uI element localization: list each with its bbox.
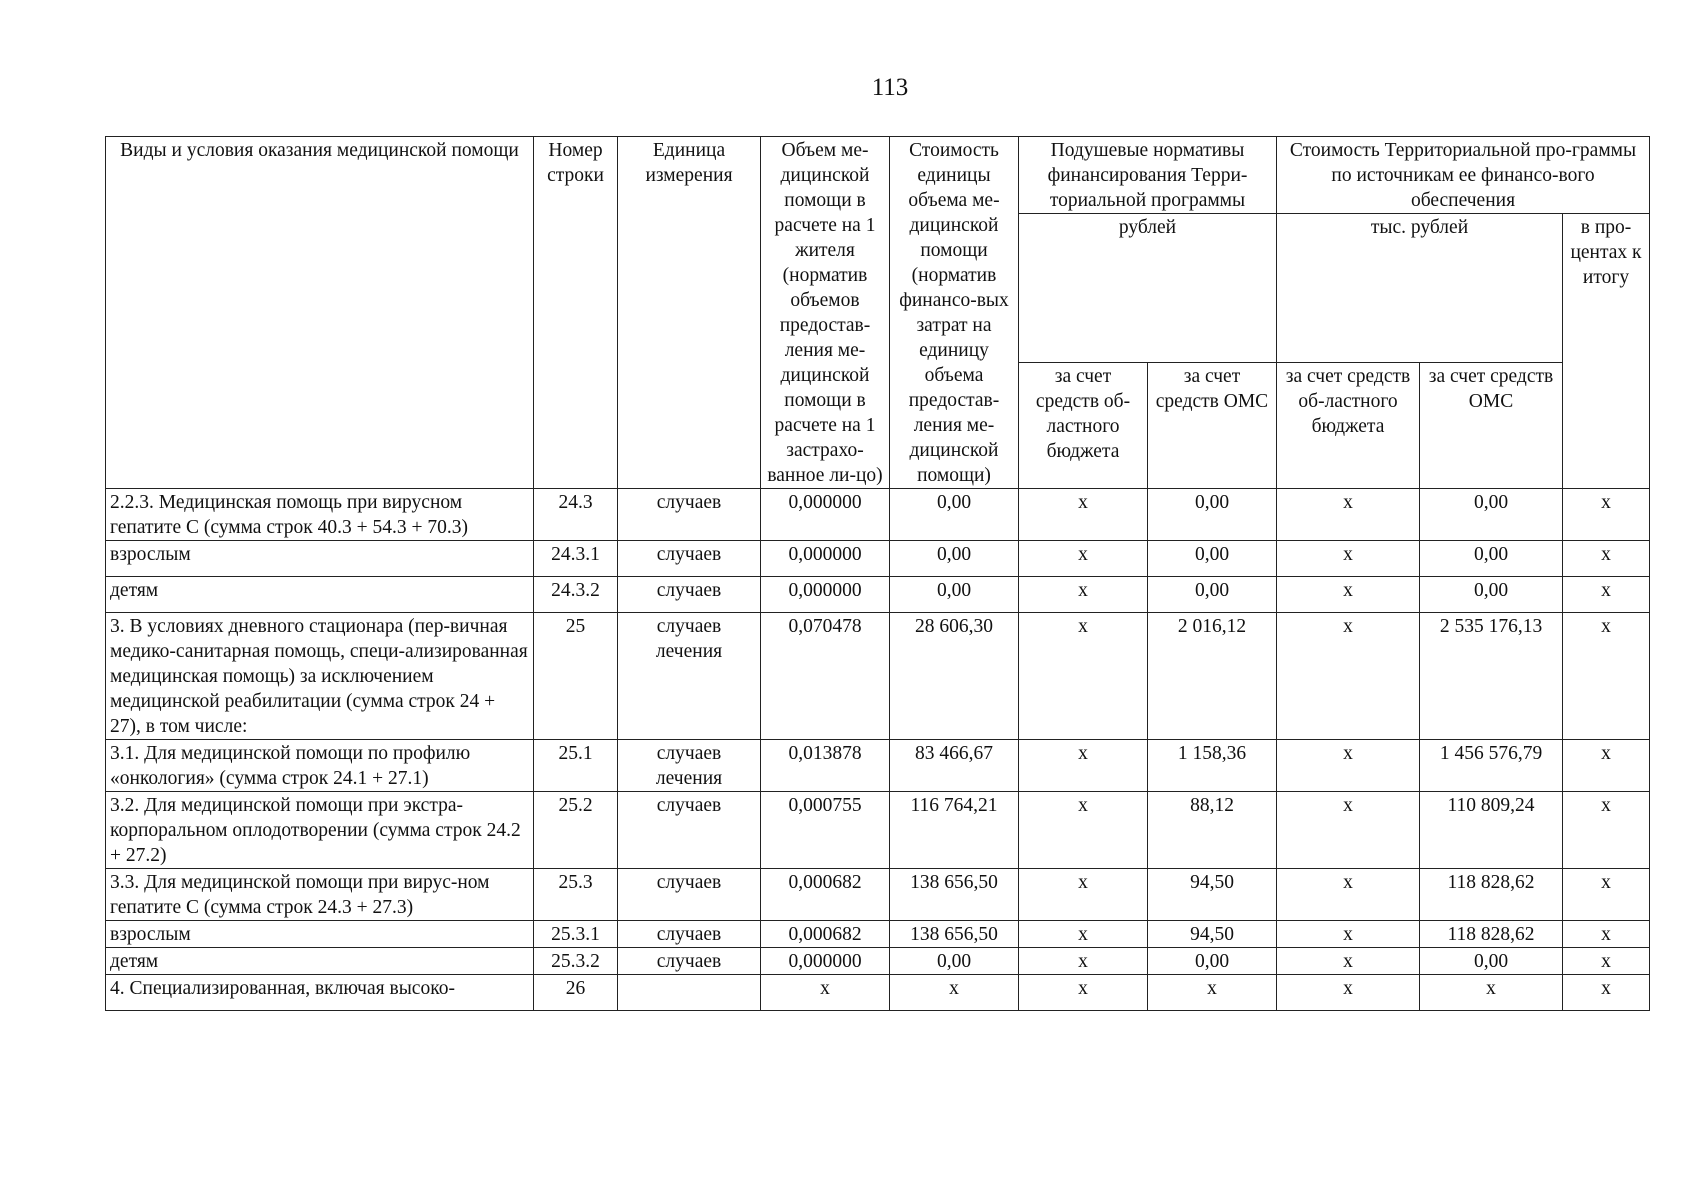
cell-cost: 0,00 [890,577,1019,613]
cell-volume: 0,000755 [761,792,890,869]
cell-total-regional: х [1277,740,1420,792]
table-row [106,489,1650,541]
cell-percapita-regional: х [1019,541,1148,577]
cell-percapita-regional: х [1019,792,1148,869]
header-unit: Единица измерения [618,137,761,489]
header-total-group: Стоимость Территориальной про-граммы по источникам ее финансо-вого обеспечения [1277,137,1650,214]
cell-row-number: 25.1 [534,740,618,792]
cell-percapita-oms: 0,00 [1148,541,1277,577]
cell-total-regional: х [1277,948,1420,975]
cell-total-regional: х [1277,921,1420,948]
cell-percapita-regional: х [1019,489,1148,541]
cell-total-oms: 0,00 [1420,541,1563,577]
cell-row-number: 25.3.2 [534,948,618,975]
cell-percent: х [1563,489,1650,541]
cell-unit: случаев [618,489,761,541]
table-row [106,613,1650,740]
cell-percent: х [1563,541,1650,577]
cell-name: детям [106,948,534,975]
cell-total-regional: х [1277,792,1420,869]
header-cost: Стоимость единицы объема ме-дицинской помощи (норматив финансо-вых затрат на единицу объема предостав-ления ме-дицинской помощи) [890,137,1019,489]
cell-percapita-regional: х [1019,948,1148,975]
cell-total-oms: 1 456 576,79 [1420,740,1563,792]
table-row [106,541,1650,577]
cell-unit: случаев [618,541,761,577]
cell-percent: х [1563,613,1650,740]
cell-unit [618,975,761,1011]
cell-percent: х [1563,975,1650,1011]
cell-cost: 116 764,21 [890,792,1019,869]
cell-row-number: 25.2 [534,792,618,869]
cell-name: 2.2.3. Медицинская помощь при вирусном гепатите С (сумма строк 40.3 + 54.3 + 70.3) [106,489,534,541]
header-percapita-group: Подушевые нормативы финансирования Терри-ториальной программы [1019,137,1277,214]
cell-percapita-regional: х [1019,921,1148,948]
cell-percapita-regional: х [1019,577,1148,613]
cell-unit: случаев [618,577,761,613]
cell-volume: х [761,975,890,1011]
cell-cost: 83 466,67 [890,740,1019,792]
header-sub-oms-rub: за счет средств ОМС [1148,363,1277,489]
cell-percapita-regional: х [1019,613,1148,740]
cell-volume: 0,070478 [761,613,890,740]
cell-row-number: 25.3.1 [534,921,618,948]
cell-percapita-oms: 0,00 [1148,489,1277,541]
header-sub-regional-rub: за счет средств об-ластного бюджета [1019,363,1148,489]
header-row-number: Номер строки [534,137,618,489]
table-row [106,975,1650,1011]
cell-total-oms: х [1420,975,1563,1011]
table-row [106,740,1650,792]
cell-row-number: 24.3 [534,489,618,541]
table-row [106,577,1650,613]
cell-row-number: 24.3.2 [534,577,618,613]
cell-percent: х [1563,740,1650,792]
cell-unit: случаев лечения [618,740,761,792]
cell-volume: 0,000682 [761,921,890,948]
header-row-1 [106,137,1650,214]
cell-volume: 0,000682 [761,869,890,921]
cell-percent: х [1563,921,1650,948]
cell-total-oms: 0,00 [1420,948,1563,975]
cell-unit: случаев [618,869,761,921]
table-row [106,869,1650,921]
cell-total-oms: 118 828,62 [1420,921,1563,948]
cell-unit: случаев [618,948,761,975]
cell-row-number: 25.3 [534,869,618,921]
cell-percapita-oms: 0,00 [1148,577,1277,613]
cell-total-regional: х [1277,975,1420,1011]
header-type: Виды и условия оказания медицинской помощи [106,137,534,489]
header-unit-thousand-rub: тыс. рублей [1277,214,1563,363]
cell-total-oms: 0,00 [1420,489,1563,541]
cell-percent: х [1563,577,1650,613]
data-table [105,136,1650,1011]
cell-unit: случаев лечения [618,613,761,740]
cell-name: 3.1. Для медицинской помощи по профилю «онкология» (сумма строк 24.1 + 27.1) [106,740,534,792]
cell-percapita-oms: 94,50 [1148,869,1277,921]
cell-name: взрослым [106,921,534,948]
cell-percapita-regional: х [1019,975,1148,1011]
cell-percent: х [1563,792,1650,869]
cell-unit: случаев [618,921,761,948]
table-row [106,921,1650,948]
cell-total-regional: х [1277,541,1420,577]
header-unit-rub: рублей [1019,214,1277,363]
cell-cost: 138 656,50 [890,921,1019,948]
cell-row-number: 24.3.1 [534,541,618,577]
cell-volume: 0,000000 [761,541,890,577]
cell-total-oms: 110 809,24 [1420,792,1563,869]
cell-total-oms: 0,00 [1420,577,1563,613]
cell-name: 4. Специализированная, включая высоко- [106,975,534,1011]
cell-percapita-oms: 1 158,36 [1148,740,1277,792]
cell-cost: 138 656,50 [890,869,1019,921]
header-sub-oms-thousand: за счет средств ОМС [1420,363,1563,489]
cell-cost: 28 606,30 [890,613,1019,740]
cell-name: детям [106,577,534,613]
cell-total-regional: х [1277,869,1420,921]
header-volume: Объем ме-дицинской помощи в расчете на 1 жителя (норматив объемов предостав-ления ме-дицинской помощи в расчете на 1 застрахо-ванное ли-цо) [761,137,890,489]
cell-total-regional: х [1277,489,1420,541]
header-unit-percent: в про-центах к итогу [1563,214,1650,489]
cell-volume: 0,000000 [761,948,890,975]
cell-unit: случаев [618,792,761,869]
cell-cost: 0,00 [890,541,1019,577]
cell-cost: 0,00 [890,489,1019,541]
cell-volume: 0,000000 [761,489,890,541]
cell-percapita-oms: 94,50 [1148,921,1277,948]
cell-percapita-oms: 88,12 [1148,792,1277,869]
cell-percent: х [1563,869,1650,921]
cell-percapita-regional: х [1019,740,1148,792]
cell-row-number: 25 [534,613,618,740]
header-sub-regional-thousand: за счет средств об-ластного бюджета [1277,363,1420,489]
cell-percapita-oms: х [1148,975,1277,1011]
table-row [106,948,1650,975]
cell-total-regional: х [1277,613,1420,740]
cell-cost: х [890,975,1019,1011]
cell-total-regional: х [1277,577,1420,613]
table-row [106,792,1650,869]
cell-percapita-oms: 0,00 [1148,948,1277,975]
cell-percent: х [1563,948,1650,975]
cell-name: 3.2. Для медицинской помощи при экстра-корпоральном оплодотворении (сумма строк 24.2 + 27.2) [106,792,534,869]
cell-volume: 0,000000 [761,577,890,613]
cell-name: взрослым [106,541,534,577]
cell-total-oms: 2 535 176,13 [1420,613,1563,740]
cell-name: 3.3. Для медицинской помощи при вирус-ном гепатите С (сумма строк 24.3 + 27.3) [106,869,534,921]
cell-cost: 0,00 [890,948,1019,975]
cell-total-oms: 118 828,62 [1420,869,1563,921]
cell-percapita-regional: х [1019,869,1148,921]
page-number: 113 [871,74,909,101]
cell-percapita-oms: 2 016,12 [1148,613,1277,740]
cell-row-number: 26 [534,975,618,1011]
cell-volume: 0,013878 [761,740,890,792]
cell-name: 3. В условиях дневного стационара (пер-вичная медико-санитарная помощь, специ-ализированная медицинская помощь) за исключением медицинской реабилитации (сумма строк 24 + 27), в том числе: [106,613,534,740]
